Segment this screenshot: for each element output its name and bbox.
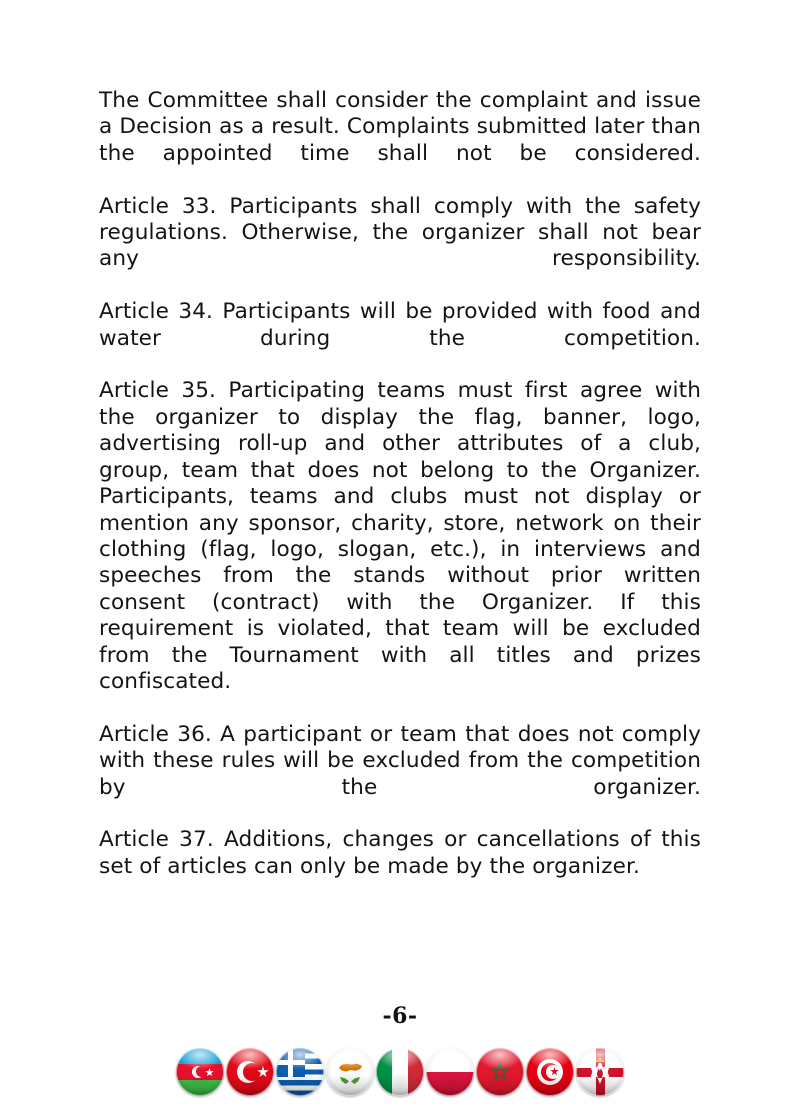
flag-morocco-face — [476, 1048, 524, 1096]
flag-tunisia-face — [526, 1048, 574, 1096]
flag-cyprus-icon — [326, 1048, 374, 1096]
flag-turkey-face — [226, 1048, 274, 1096]
crescent-shape — [237, 1061, 259, 1083]
paragraph: Article 33. Participants shall comply with the safety regulations. Otherwise, the organizer shall not bear any responsibility. — [99, 193, 701, 272]
flag-turkey-icon — [226, 1048, 274, 1096]
flag-cyprus-face — [326, 1048, 374, 1096]
flag-poland-icon — [426, 1048, 474, 1096]
flag-azerbaijan-icon — [176, 1048, 224, 1096]
flag-poland-face — [426, 1048, 474, 1096]
flag-northern-ireland-face — [576, 1048, 624, 1096]
pentagram-shape — [489, 1061, 511, 1083]
paragraph: Article 36. A participant or team that does not comply with these rules will be excluded from the competition by the organizer. — [99, 721, 701, 800]
paragraph: Article 37. Additions, changes or cancellations of this set of articles can only be made by the organizer. — [99, 827, 701, 879]
paragraph: Article 35. Participating teams must first agree with the organizer to display the flag, banner, logo, advertising roll-up and other attributes of a club, group, team that does not belong to the Organizer. Participants, teams and clubs must not display or mention any sponsor, charity, store, network on their clothing (flag, logo, slogan, etc.), in interviews and speeches from the stands without prior written consent (contract) with the Organizer. If this requirement is violated, that team will be excluded from the Tournament with all titles and prizes confiscated. — [99, 378, 701, 694]
crescent-shape — [541, 1063, 559, 1081]
document-body — [99, 88, 701, 880]
page-number: -6- — [382, 1003, 418, 1029]
paragraph: Article 34. Participants will be provided with food and water during the competition. — [99, 299, 701, 351]
flag-greece-icon — [276, 1048, 324, 1096]
flag-northern-ireland-icon — [576, 1048, 624, 1096]
flag-tunisia-icon — [526, 1048, 574, 1096]
flag-morocco-icon — [476, 1048, 524, 1096]
paragraph: The Committee shall consider the complaint and issue a Decision as a result. Complaints submitted later than the appointed time shall not be considered. — [99, 88, 701, 166]
flag-azerbaijan-face — [176, 1048, 224, 1096]
cross-horizontal-shape — [276, 1060, 305, 1065]
crescent-shape — [192, 1066, 204, 1078]
island-shape — [339, 1063, 362, 1074]
olive-branch-shape — [340, 1077, 349, 1084]
olive-branch-shape — [351, 1077, 360, 1084]
flag-italy-face — [376, 1048, 424, 1096]
flag-row — [0, 1048, 800, 1096]
flag-italy-icon — [376, 1048, 424, 1096]
flag-greece-face — [276, 1048, 324, 1096]
